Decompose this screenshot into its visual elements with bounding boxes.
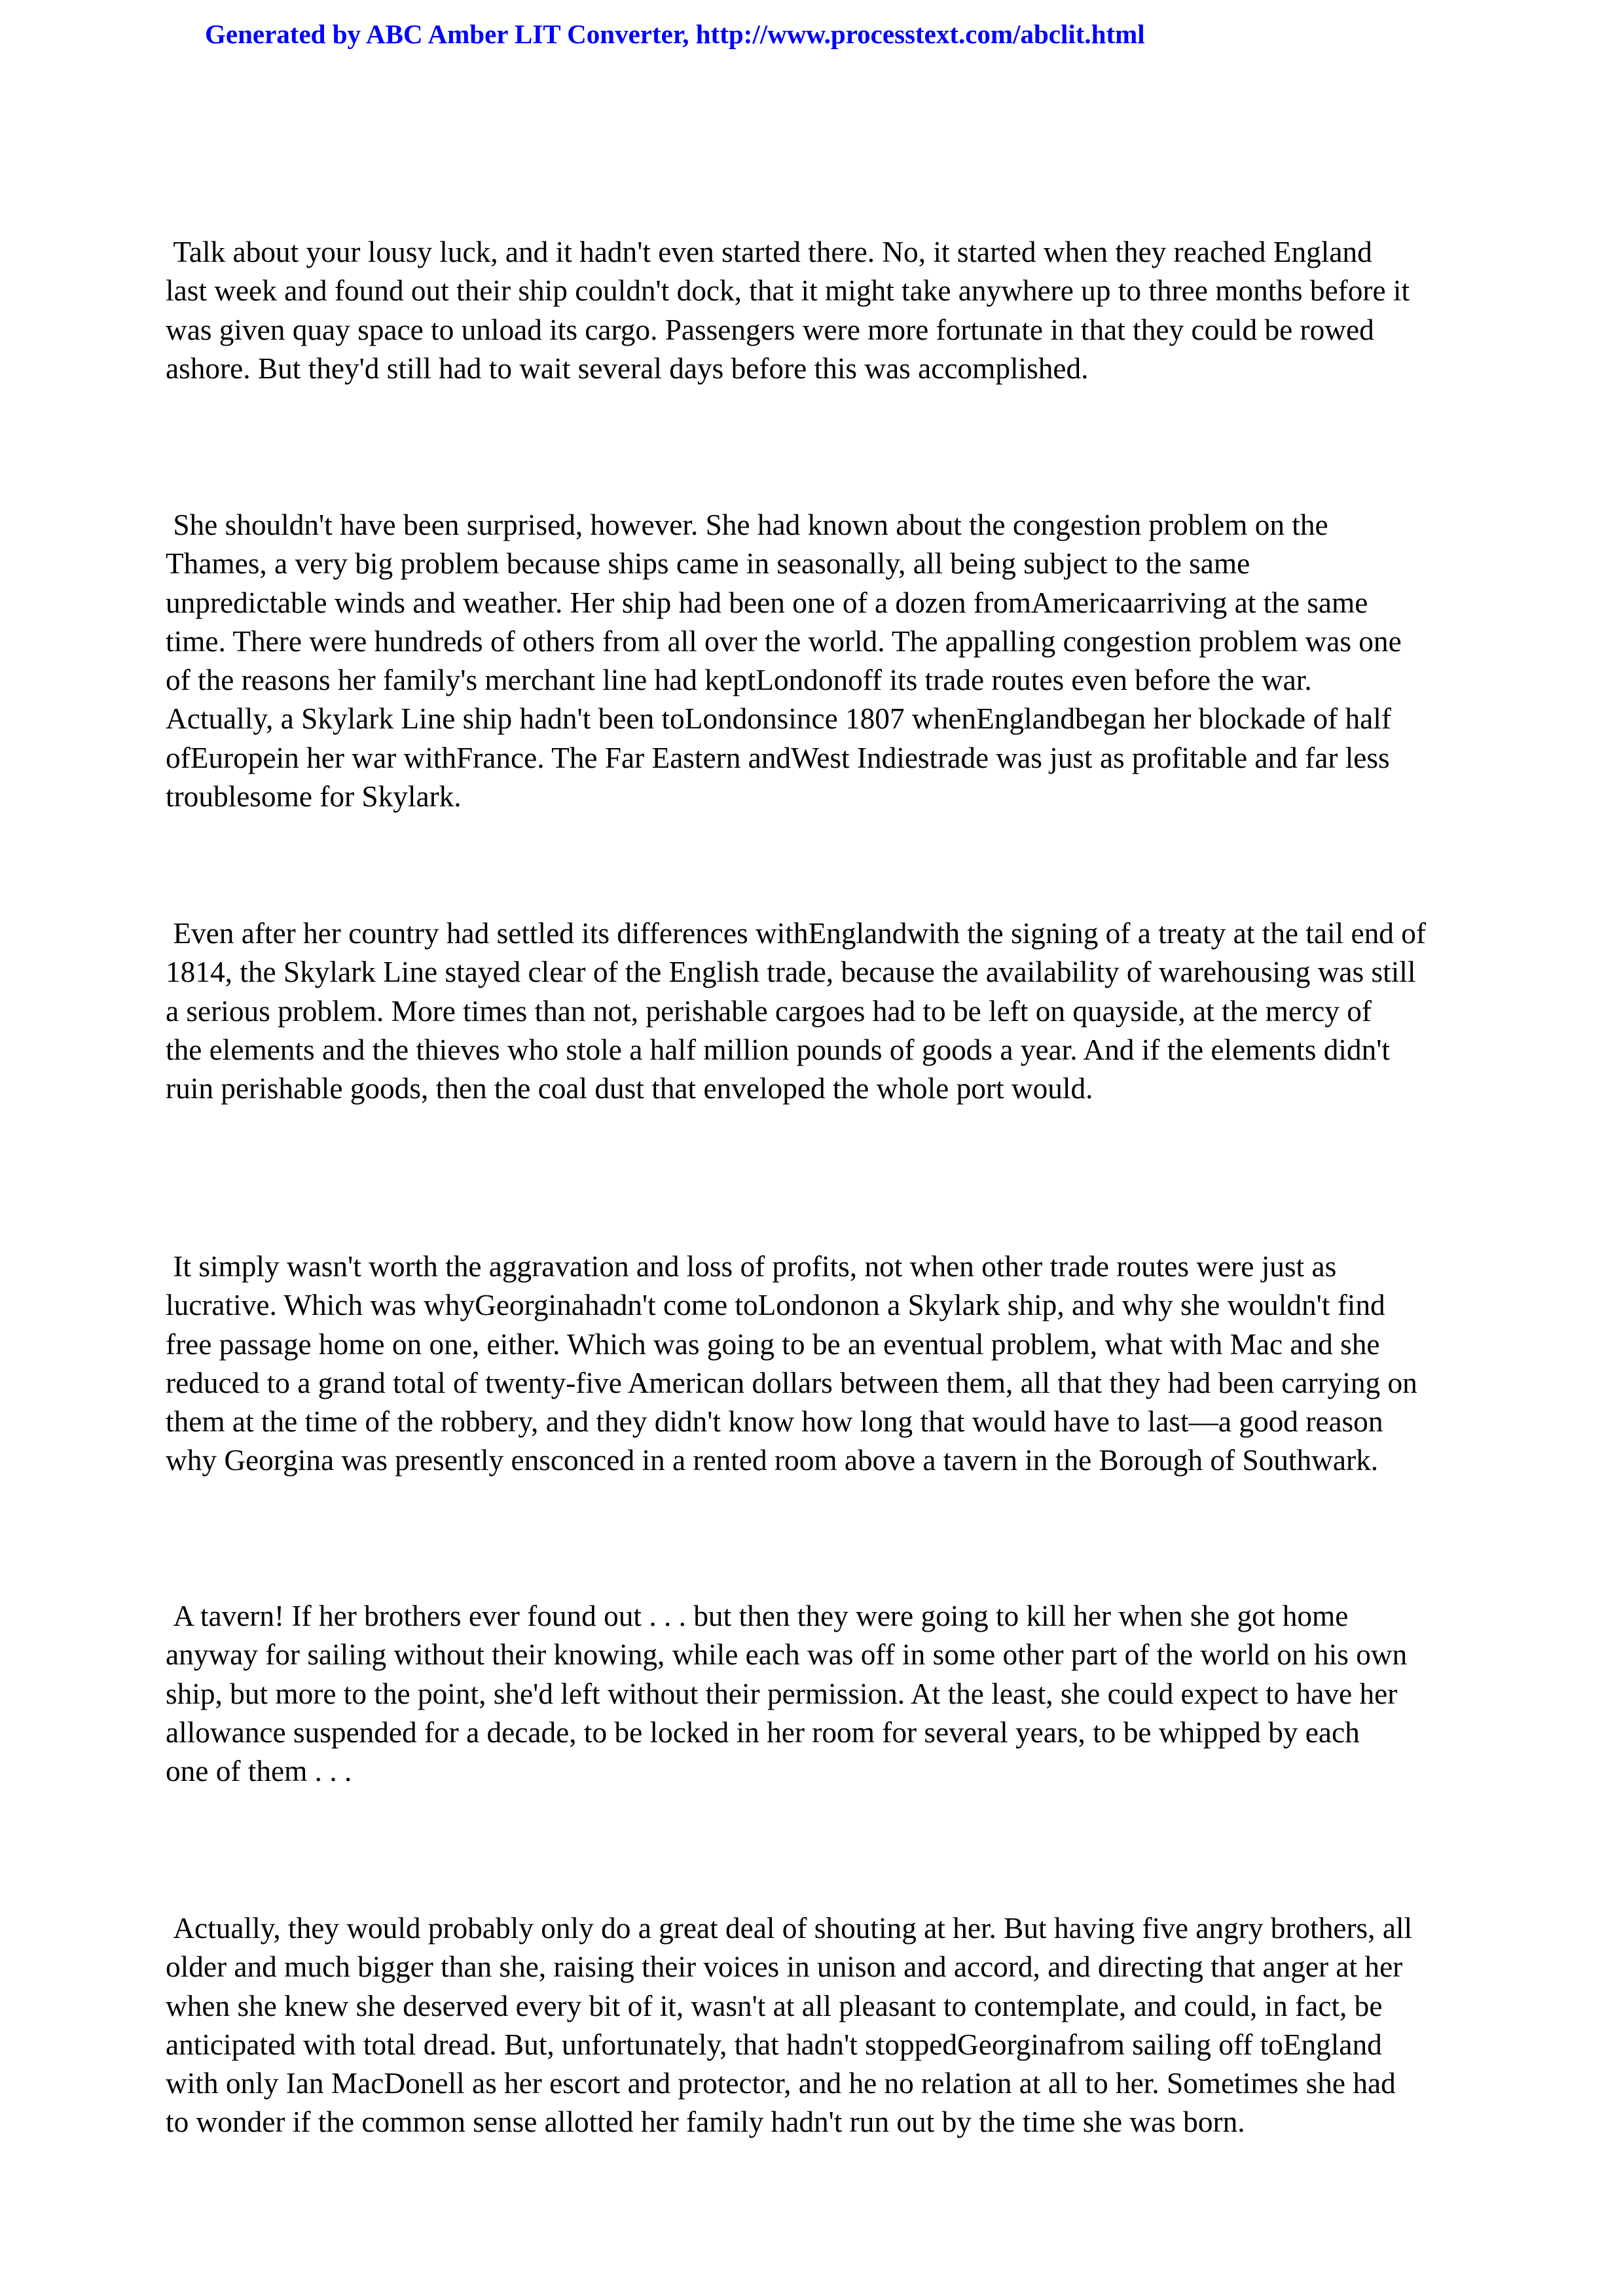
paragraph-4: It simply wasn't worth the aggravation and loss of profits, not when other trade routes were just as lucrative. Which was whyGeorginahadn't come toLondonon a Skylark ship, and why she wouldn't find free passage home on one, either. Which was going to be an eventual problem, what with Mac and she reduced to a grand total of twenty-five American dollars between them, all that they had been carrying on them at the time of the robbery, and they didn't know how long that would have to last—a good reason why Georgina was presently ensconced in a rented room above a tavern in the Borough of Southwark. (166, 1250, 1417, 1477)
paragraph-5: A tavern! If her brothers ever found out . . . but then they were going to kill her when she got home anyway for sailing without their knowing, while each was off in some other part of the world on his own ship, but more to the point, she'd left without their permission. At the least, she could expect to have her allowance suspended for a decade, to be locked in her room for several years, to be whipped by each one of them . . . (166, 1600, 1408, 1788)
paragraph-3: Even after her country had settled its differences withEnglandwith the signing of a treaty at the tail end of 1814, the Skylark Line stayed clear of the English trade, because the availability of warehousing was still a serious problem. More times than not, perishable cargoes had to be left on quayside, at the mercy of the elements and the thieves who stole a half million pounds of goods a year. And if the elements didn't ruin perishable goods, then the coal dust that enveloped the whole port would. (166, 917, 1426, 1105)
converter-notice-header: Generated by ABC Amber LIT Converter, http://www.processtext.com/abclit.html (205, 19, 1145, 49)
paragraph-2: She shouldn't have been surprised, however. She had known about the congestion problem on the Thames, a very big problem because ships came in seasonally, all being subject to the same unpredictable winds and weather. Her ship had been one of a dozen fromAmericaarriving at the same time. There were hundreds of others from all over the world. The appalling congestion problem was one of the reasons her family's merchant line had keptLondonoff its trade routes even before the war. Actually, a Skylark Line ship hadn't been toLondonsince 1807 whenEnglandbegan her blockade of half ofEuropein her war withFrance. The Far Eastern andWest Indiestrade was just as profitable and far less troublesome for Skylark. (166, 509, 1402, 814)
paragraph-1: Talk about your lousy luck, and it hadn't even started there. No, it started when they reached England last week and found out their ship couldn't dock, that it might take anywhere up to three months before it was given quay space to unload its cargo. Passengers were more fortunate in that they could be rowed ashore. But they'd still had to wait several days before this was accomplished. (166, 236, 1410, 385)
paragraph-6: Actually, they would probably only do a great deal of shouting at her. But having five angry brothers, all older and much bigger than she, raising their voices in unison and accord, and directing that anger at her when she knew she deserved every bit of it, wasn't at all pleasant to contemplate, and could, in fact, be anticipated with total dread. But, unfortunately, that hadn't stoppedGeorginafrom sailing off toEngland with only Ian MacDonell as her escort and protector, and he no relation at all to her. Sometimes she had to wonder if the common sense allotted her family hadn't run out by the time she was born. (166, 1912, 1413, 2139)
